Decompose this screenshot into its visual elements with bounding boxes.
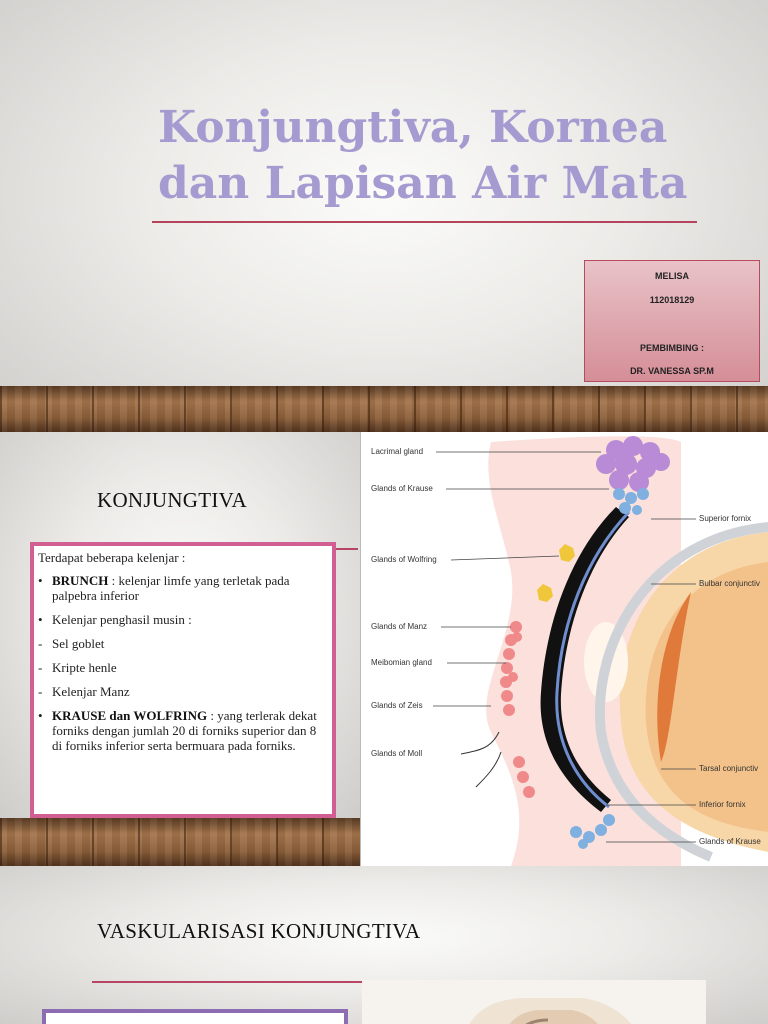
list-item: - Sel goblet bbox=[38, 636, 105, 651]
author-name: MELISA bbox=[654, 271, 689, 281]
label-glands-of-wolfring: Glands of Wolfring bbox=[371, 555, 437, 564]
label-inferior-fornix: Inferior fornix bbox=[699, 800, 746, 809]
slide-title bbox=[158, 100, 718, 212]
title-line-1: Konjungtiva, Kornea bbox=[158, 102, 668, 153]
label-glands-of-krause: Glands of Krause bbox=[371, 484, 433, 493]
intro-text: Terdapat beberapa kelenjar : bbox=[38, 550, 186, 565]
vascular-illustration bbox=[362, 980, 706, 1024]
label-glands-of-krause-lower: Glands of Krause bbox=[699, 837, 761, 846]
vaskularisasi-slide bbox=[0, 866, 768, 1024]
content-box bbox=[42, 1009, 348, 1024]
author-id: 112018129 bbox=[649, 295, 695, 305]
wood-floor bbox=[0, 818, 360, 866]
author-box bbox=[584, 260, 760, 382]
label-glands-of-zeis: Glands of Zeis bbox=[371, 701, 423, 710]
title-divider bbox=[152, 221, 697, 223]
section-heading: VASKULARISASI KONJUNGTIVA bbox=[97, 919, 421, 943]
list-item: • KRAUSE dan WOLFRING : yang terlerak dekat forniks dengan jumlah 20 di forniks superior dan 8 di forniks inferior serta bermuara pada forniks. bbox=[38, 708, 317, 753]
list-item: - Kripte henle bbox=[38, 660, 117, 675]
list-item: - Kelenjar Manz bbox=[38, 684, 130, 699]
wood-floor bbox=[0, 386, 768, 432]
anatomy-image bbox=[362, 980, 706, 1024]
supervisor-label: PEMBIMBING : bbox=[640, 343, 704, 353]
title-line-2: dan Lapisan Air Mata bbox=[158, 158, 688, 209]
label-glands-of-manz: Glands of Manz bbox=[371, 622, 428, 631]
label-tarsal-conjunctiva: Tarsal conjunctiv bbox=[699, 764, 759, 773]
label-superior-fornix: Superior fornix bbox=[699, 514, 752, 523]
section-heading: KONJUNGTIVA bbox=[97, 488, 247, 512]
label-bulbar-conjunctiva: Bulbar conjunctiv bbox=[699, 579, 760, 588]
title-slide bbox=[0, 0, 768, 432]
conjunctiva-gland-diagram bbox=[360, 432, 768, 866]
label-meibomian-gland: Meibomian gland bbox=[371, 658, 432, 667]
gland-list-box bbox=[30, 542, 336, 818]
list-item: • Kelenjar penghasil musin : bbox=[38, 612, 192, 627]
konjungtiva-slide bbox=[0, 432, 768, 866]
label-lacrimal-gland: Lacrimal gland bbox=[371, 447, 424, 456]
supervisor-name: DR. VANESSA SP.M bbox=[630, 366, 714, 376]
heading-rule bbox=[336, 548, 358, 550]
list-item: • BRUNCH : kelenjar limfe yang terletak pada palpebra inferior bbox=[38, 573, 290, 603]
label-glands-of-moll: Glands of Moll bbox=[371, 749, 423, 758]
